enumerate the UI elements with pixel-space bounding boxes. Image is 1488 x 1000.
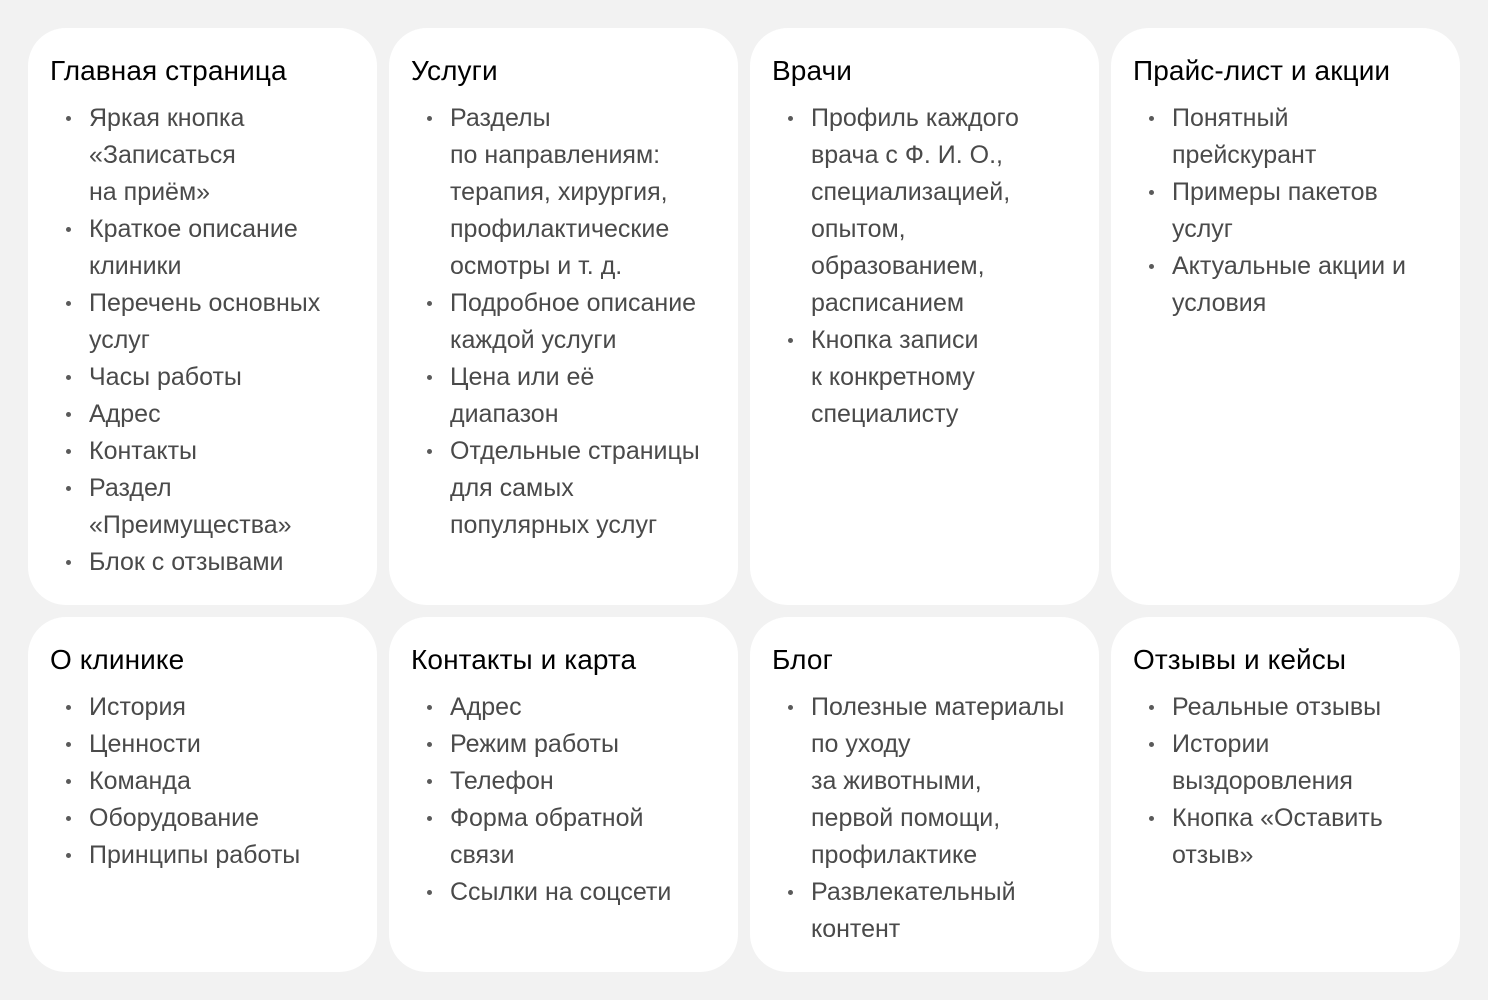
list-item xyxy=(411,689,716,726)
bullet-icon xyxy=(788,116,793,121)
list-item-text: Ссылки на соцсети xyxy=(450,878,672,906)
list-item xyxy=(411,763,716,800)
bullet-icon xyxy=(66,449,71,454)
bullet-icon xyxy=(427,449,432,454)
bullet-icon xyxy=(66,705,71,710)
list-item-text: Перечень основных услуг xyxy=(89,289,321,354)
card-title: Блог xyxy=(772,644,833,675)
list-item-text: Подробное описание каждой услуги xyxy=(450,289,697,354)
bullet-icon xyxy=(66,116,71,121)
list-item xyxy=(772,322,1077,433)
list-item xyxy=(772,689,1077,874)
list-item xyxy=(50,763,355,800)
list-item-text: Краткое описание клиники xyxy=(89,215,298,280)
bullet-icon xyxy=(1149,190,1154,195)
list-item xyxy=(411,726,716,763)
card-title: Контакты и карта xyxy=(411,644,637,675)
bullet-icon xyxy=(66,412,71,417)
bullet-icon xyxy=(427,375,432,380)
list-item-text: Актуальные акции и условия xyxy=(1172,252,1406,317)
list-item xyxy=(1133,100,1438,174)
bullet-icon xyxy=(1149,264,1154,269)
list-item xyxy=(1133,689,1438,726)
bullet-icon xyxy=(427,816,432,821)
bullet-icon xyxy=(427,116,432,121)
bullet-icon xyxy=(66,560,71,565)
list-item-text: Примеры пакетов услуг xyxy=(1172,178,1378,243)
bullet-icon xyxy=(66,301,71,306)
list-item xyxy=(411,433,716,544)
list-item-text: Ценности xyxy=(89,730,201,758)
list-item-text: Раздел «Преимущества» xyxy=(89,474,292,539)
card-title: О клинике xyxy=(50,644,185,675)
bullet-icon xyxy=(66,742,71,747)
list-item-text: Яркая кнопка «Записаться на приём» xyxy=(89,104,245,206)
list-item-text: Кнопка записи к конкретному специалисту xyxy=(811,326,979,428)
list-item-text: Профиль каждого врача с Ф. И. О., специализацией, опытом, образованием, расписанием xyxy=(811,104,1019,317)
card-price-list xyxy=(1111,28,1460,605)
list-item xyxy=(50,396,355,433)
bullet-icon xyxy=(66,853,71,858)
bullet-icon xyxy=(1149,116,1154,121)
list-item xyxy=(411,285,716,359)
bullet-icon xyxy=(427,301,432,306)
bullet-icon xyxy=(788,338,793,343)
list-item-text: Полезные материалы по уходу за животными, первой помощи, профилактике xyxy=(811,693,1065,869)
list-item-text: Оборудование xyxy=(89,804,260,832)
card-list xyxy=(772,100,1077,433)
list-item xyxy=(50,211,355,285)
list-item-text: Истории выздоровления xyxy=(1172,730,1353,795)
card-about-clinic xyxy=(28,617,377,972)
list-item-text: Адрес xyxy=(450,693,522,721)
bullet-icon xyxy=(66,486,71,491)
list-item xyxy=(1133,726,1438,800)
card-list xyxy=(772,689,1077,948)
list-item-text: История xyxy=(89,693,186,721)
card-title: Главная страница xyxy=(50,55,287,86)
list-item xyxy=(411,800,716,874)
sitemap-grid xyxy=(28,28,1461,972)
list-item xyxy=(1133,800,1438,874)
card-list xyxy=(50,689,355,874)
bullet-icon xyxy=(1149,705,1154,710)
list-item xyxy=(50,285,355,359)
card-title: Услуги xyxy=(411,55,498,86)
card-list xyxy=(1133,100,1438,322)
list-item xyxy=(50,800,355,837)
list-item xyxy=(50,689,355,726)
bullet-icon xyxy=(427,779,432,784)
card-list xyxy=(50,100,355,581)
card-reviews-cases xyxy=(1111,617,1460,972)
list-item xyxy=(50,100,355,211)
list-item-text: Адрес xyxy=(89,400,161,428)
card-title: Врачи xyxy=(772,55,852,86)
list-item-text: Блок с отзывами xyxy=(89,548,284,576)
list-item-text: Цена или её диапазон xyxy=(450,363,595,428)
list-item-text: Принципы работы xyxy=(89,841,301,869)
list-item-text: Понятный прейскурант xyxy=(1172,104,1317,169)
bullet-icon xyxy=(66,375,71,380)
list-item-text: Режим работы xyxy=(450,730,619,758)
bullet-icon xyxy=(427,890,432,895)
list-item xyxy=(50,433,355,470)
card-list xyxy=(1133,689,1438,874)
list-item xyxy=(411,100,716,285)
list-item-text: Команда xyxy=(89,767,191,795)
card-list xyxy=(411,689,716,911)
bullet-icon xyxy=(788,890,793,895)
card-doctors xyxy=(750,28,1099,605)
list-item-text: Разделы по направлениям: терапия, хирургия, профилактические осмотры и т. д. xyxy=(450,104,670,280)
list-item xyxy=(50,726,355,763)
card-blog xyxy=(750,617,1099,972)
card-services xyxy=(389,28,738,605)
bullet-icon xyxy=(66,779,71,784)
bullet-icon xyxy=(427,705,432,710)
list-item xyxy=(411,359,716,433)
bullet-icon xyxy=(66,227,71,232)
list-item xyxy=(50,359,355,396)
bullet-icon xyxy=(1149,742,1154,747)
list-item-text: Форма обратной связи xyxy=(450,804,644,869)
list-item xyxy=(50,544,355,581)
list-item-text: Контакты xyxy=(89,437,197,465)
list-item xyxy=(50,837,355,874)
list-item-text: Отдельные страницы для самых популярных услуг xyxy=(450,437,700,539)
list-item-text: Кнопка «Оставить отзыв» xyxy=(1172,804,1383,869)
list-item-text: Развлекательный контент xyxy=(811,878,1016,943)
bullet-icon xyxy=(1149,816,1154,821)
bullet-icon xyxy=(427,742,432,747)
list-item xyxy=(772,874,1077,948)
list-item-text: Телефон xyxy=(450,767,554,795)
list-item xyxy=(411,874,716,911)
card-title: Прайс-лист и акции xyxy=(1133,55,1391,86)
list-item xyxy=(1133,248,1438,322)
card-home-page xyxy=(28,28,377,605)
card-title: Отзывы и кейсы xyxy=(1133,644,1347,675)
list-item xyxy=(50,470,355,544)
list-item xyxy=(772,100,1077,322)
card-contacts-map xyxy=(389,617,738,972)
bullet-icon xyxy=(788,705,793,710)
list-item-text: Часы работы xyxy=(89,363,242,391)
list-item xyxy=(1133,174,1438,248)
list-item-text: Реальные отзывы xyxy=(1172,693,1382,721)
card-list xyxy=(411,100,716,544)
bullet-icon xyxy=(66,816,71,821)
